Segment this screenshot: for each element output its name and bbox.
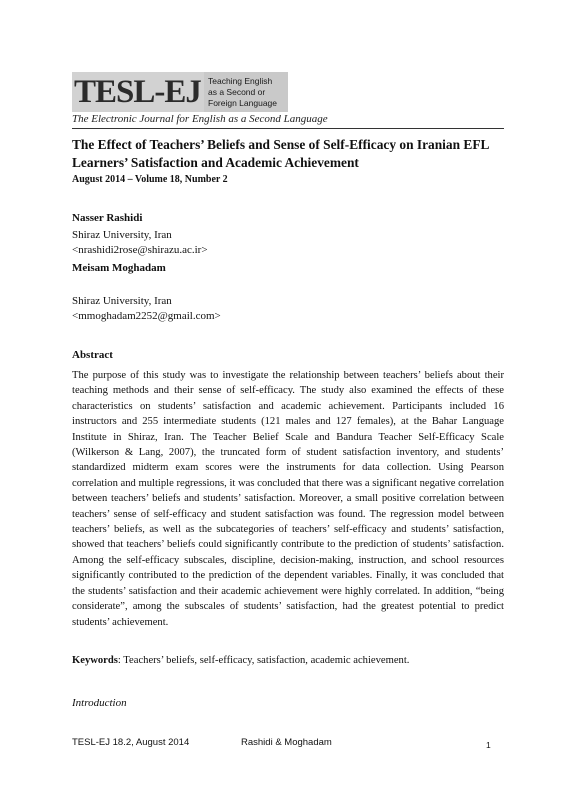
logo-tagline-line: Teaching English bbox=[208, 76, 273, 86]
header-divider bbox=[72, 128, 504, 129]
author-name: Nasser Rashidi bbox=[72, 212, 143, 224]
journal-logo bbox=[72, 72, 288, 112]
footer-authors: Rashidi & Moghadam bbox=[241, 737, 332, 748]
author-affiliation: Shiraz University, Iran bbox=[72, 295, 172, 307]
author-email[interactable]: <nrashidi2rose@shirazu.ac.ir> bbox=[72, 244, 208, 256]
keywords-text: : Teachers’ beliefs, self-efficacy, satisfaction, academic achievement. bbox=[117, 655, 410, 666]
keywords-line bbox=[72, 655, 512, 666]
page-number: 1 bbox=[486, 740, 491, 750]
article-title: The Effect of Teachers’ Beliefs and Sense of Self-Efficacy on Iranian EFL Learners’ Satisfaction and Academic Achievement bbox=[72, 137, 489, 170]
abstract-heading: Abstract bbox=[72, 349, 113, 361]
author-name: Meisam Moghadam bbox=[72, 262, 166, 274]
author-email[interactable]: <mmoghadam2252@gmail.com> bbox=[72, 310, 221, 322]
logo-tagline bbox=[204, 72, 288, 112]
section-heading: Introduction bbox=[72, 697, 127, 709]
journal-subtitle: The Electronic Journal for English as a Second Language bbox=[72, 113, 328, 125]
issue-info: August 2014 – Volume 18, Number 2 bbox=[72, 174, 228, 185]
author-affiliation: Shiraz University, Iran bbox=[72, 229, 172, 241]
logo-wordmark: TESL-EJ bbox=[74, 74, 201, 110]
footer-journal: TESL-EJ 18.2, August 2014 bbox=[72, 737, 190, 748]
logo-tagline-line: Foreign Language bbox=[208, 98, 278, 108]
logo-tagline-line: as a Second or bbox=[208, 87, 266, 97]
abstract-body: The purpose of this study was to investigate the relationship between teachers’ beliefs about their teaching methods and their sense of self-efficacy. The study also examined the effects of these characteristics on students’ satisfaction and academic achievement. Participants included 16 instructors and 255 intermediate students (121 males and 127 females), at the Bahar Language Institute in Shiraz, Iran. The Teacher Belief Scale and Bandura Teacher Self-Efficacy Scale (Wilkerson & Lang, 2007), the truncated form of student satisfaction inventory, and students’ standardized midterm exam scores were the instruments for data collection. Using Pearson correlation and multiple regressions, it was concluded that there was a significant negative correlation between teachers’ beliefs and students’ satisfaction. Moreover, a small positive correlation between teachers’ sense of self-efficacy and student satisfaction was found. The regression model between teachers’ beliefs, as well as the subcategories of teachers’ self-efficacy and students’ satisfaction, showed that teachers’ beliefs could significantly contribute to the prediction of students’ satisfaction. Among the self-efficacy subscales, discipline, decision-making, instruction, and school resources significantly contributed to the prediction of the dependent variables. Finally, it was concluded that the students’ satisfaction and their academic achievement were highly correlated. In addition, “being considerate”, among the subscales of students’ satisfaction, had the greatest potential to predict students’ achievement. bbox=[72, 370, 504, 628]
keywords-label: Keywords bbox=[72, 655, 118, 666]
